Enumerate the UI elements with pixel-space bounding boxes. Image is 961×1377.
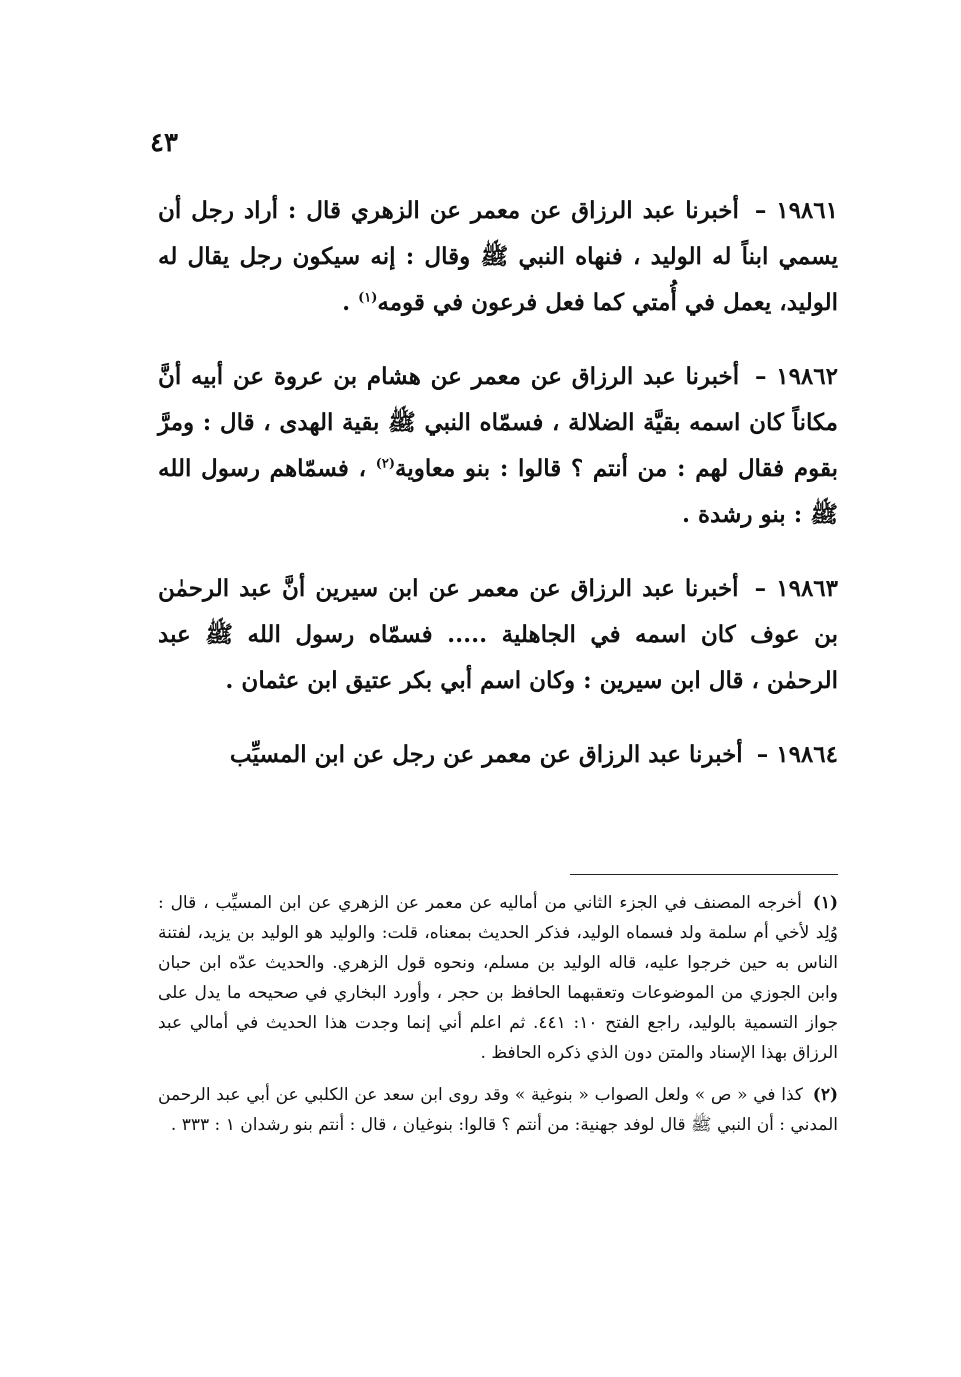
hadith-number: ١٩٨٦٣ – bbox=[754, 575, 839, 602]
hadith-tail: . bbox=[342, 289, 359, 316]
hadith-text: أخبرنا عبد الرزاق عن معمر عن الزهري قال : أراد رجل أن يسمي ابناً له الوليد ، فنهاه النبي ﷺ وقال : إنه سيكون رجل يقال له الوليد، يعمل في أُمتي كما فعل فرعون في قومه bbox=[158, 197, 838, 316]
hadith-number: ١٩٨٦٤ – bbox=[756, 741, 838, 768]
footnote-text: أخرجه المصنف في الجزء الثاني من أماليه عن معمر عن الزهري عن ابن المسيِّب ، قال : وُلِد لأخي أم سلمة ولد فسماه الوليد، فذكر الحديث بمعناه، قلت: والوليد هو الوليد بن يزيد، لفتنة الناس به حين خرجوا عليه، قاله الوليد بن مسلم، ونحوه قول الزهري. والحديث عدّه ابن حبان وابن الجوزي من الموضوعات وتعقبهما الحافظ بن حجر ، وأورد البخاري في صحيحه ما يدل على جواز التسمية بالوليد، راجع الفتح ١٠: ٤٤١. ثم اعلم أني إنما وجدت هذا الحديث في أمالي عبد الرزاق بهذا الإسناد والمتن دون الذي ذكره الحافظ . bbox=[158, 893, 839, 1063]
hadith-19863 bbox=[158, 566, 838, 704]
footnote-2 bbox=[158, 1080, 838, 1140]
hadith-text: أخبرنا عبد الرزاق عن معمر عن هشام بن عروة عن أبيه أنَّ مكاناً كان اسمه بقيَّة الضلالة ، فسمّاه النبي ﷺ بقية الهدى ، قال : ومرَّ بقوم فقال لهم : من أنتم ؟ قالوا : بنو معاوية bbox=[158, 363, 838, 482]
hadith-19864 bbox=[158, 732, 838, 778]
hadith-number: ١٩٨٦١ – bbox=[754, 197, 838, 224]
hadith-text: أخبرنا عبد الرزاق عن معمر عن ابن سيرين أنَّ عبد الرحمٰن بن عوف كان اسمه في الجاهلية ..... فسمّاه رسول الله ﷺ عبد الرحمٰن ، قال ابن سيرين : وكان اسم أبي بكر عتيق ابن عثمان . bbox=[158, 575, 838, 694]
hadith-number: ١٩٨٦٢ – bbox=[754, 363, 838, 390]
footnote-1 bbox=[158, 888, 838, 1068]
hadith-19861 bbox=[158, 188, 838, 326]
footnotes bbox=[158, 888, 838, 1152]
footnote-number: (١) bbox=[812, 893, 838, 913]
footnote-divider bbox=[570, 874, 838, 875]
main-text bbox=[158, 188, 838, 806]
hadith-text: أخبرنا عبد الرزاق عن معمر عن رجل عن ابن المسيِّب bbox=[229, 741, 743, 768]
footnote-ref[interactable]: (٢) bbox=[375, 456, 395, 472]
footnote-number: (٢) bbox=[812, 1085, 838, 1105]
footnote-text: كذا في « ص » ولعل الصواب « بنوغية » وقد روى ابن سعد عن الكلبي عن أبي عبد الرحمن المدني : أن النبي ﷺ قال لوفد جهنية: من أنتم ؟ قالوا: بنوغيان ، قال : أنتم بنو رشدان ١ : ٣٣٣ . bbox=[158, 1085, 838, 1135]
page-number: ٤٣ bbox=[150, 128, 178, 158]
hadith-19862 bbox=[158, 354, 838, 538]
hadith-tail: ، فسمّاهم رسول الله ﷺ : بنو رشدة . bbox=[158, 455, 838, 528]
footnote-ref[interactable]: (١) bbox=[358, 290, 378, 306]
